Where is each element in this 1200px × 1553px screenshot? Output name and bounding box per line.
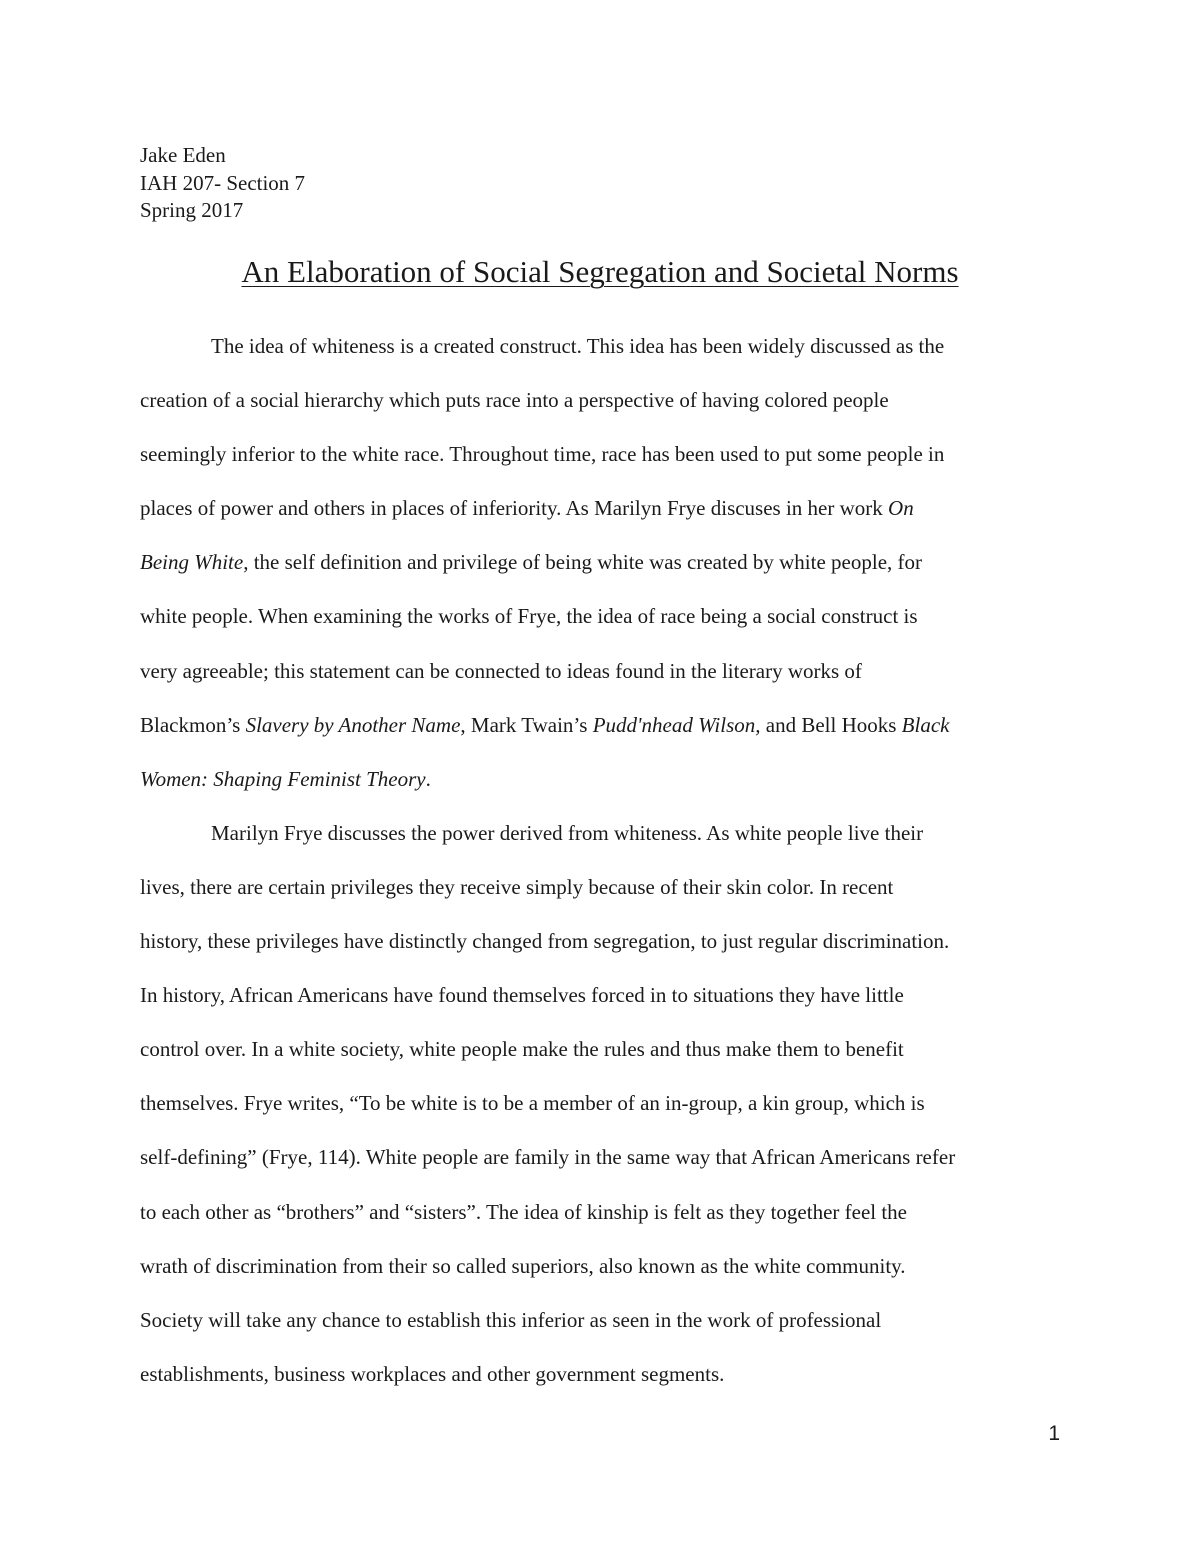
paragraph-2-line: themselves. Frye writes, “To be white is to be a member of an in-group, a kin group, which is — [140, 1091, 925, 1116]
paragraph-1-line: seemingly inferior to the white race. Throughout time, race has been used to put some people in — [140, 442, 945, 467]
book-title-run: Slavery by Another Name — [245, 712, 461, 737]
paragraph-1-line: The idea of whiteness is a created construct. This idea has been widely discussed as the — [211, 334, 945, 358]
text-run: places of power and others in places of inferiority. As Marilyn Frye discuses in her work — [140, 496, 889, 521]
paragraph-2-line: Marilyn Frye discusses the power derived from whiteness. As white people live their — [211, 820, 924, 845]
text-run: , Mark Twain’s — [460, 712, 593, 737]
book-title-run: Women: Shaping Feminist Theory — [140, 766, 426, 791]
paragraph-2-line: Society will take any chance to establish this inferior as seen in the work of professional — [140, 1307, 882, 1332]
paragraph-1-line — [140, 759, 1070, 813]
page-number: 1 — [1048, 1422, 1060, 1445]
text-run: Blackmon’s — [140, 712, 246, 737]
author-name: Jake Eden — [140, 143, 226, 167]
paragraph-1-line: creation of a social hierarchy which puts race into a perspective of having colored people — [140, 388, 889, 413]
book-title-run: Black — [901, 712, 950, 737]
text-run: . — [425, 766, 431, 791]
document-title: An Elaboration of Social Segregation and Societal Norms — [241, 254, 959, 289]
document-header — [140, 142, 305, 225]
paragraph-2-line: to each other as “brothers” and “sisters”. The idea of kinship is felt as they together feel the — [140, 1199, 908, 1224]
paragraph-1-line — [140, 488, 1070, 542]
paragraph-2-line: lives, there are certain privileges they receive simply because of their skin color. In recent — [140, 874, 894, 899]
paragraph-2-line: In history, African Americans have found themselves forced in to situations they have little — [140, 983, 904, 1008]
text-run: , the self definition and privilege of being white was created by white people, for — [243, 550, 922, 575]
document-body — [140, 326, 1070, 1408]
paragraph-2-line: self-defining” (Frye, 114). White people are family in the same way that African Americans refer — [140, 1145, 956, 1170]
paragraph-1-line — [140, 542, 1070, 596]
term: Spring 2017 — [140, 198, 244, 222]
paragraph-1-line: very agreeable; this statement can be connected to ideas found in the literary works of — [140, 658, 862, 683]
book-title-run: Being White — [140, 550, 244, 575]
text-run: and Bell Hooks — [760, 712, 902, 737]
book-title-run: Pudd'nhead Wilson, — [592, 712, 761, 737]
paragraph-2-line: history, these privileges have distinctly changed from segregation, to just regular discrimination. — [140, 929, 950, 954]
course-section: IAH 207- Section 7 — [140, 170, 306, 195]
paragraph-2-line: establishments, business workplaces and other government segments. — [140, 1361, 725, 1386]
paragraph-2-line: wrath of discrimination from their so called superiors, also known as the white community. — [140, 1253, 906, 1278]
paragraph-2-line: control over. In a white society, white people make the rules and thus make them to benefit — [140, 1037, 904, 1062]
paragraph-1-line: white people. When examining the works of Frye, the idea of race being a social construct is — [140, 604, 918, 629]
book-title-run: On — [888, 496, 914, 521]
paragraph-1-line — [140, 705, 1070, 759]
